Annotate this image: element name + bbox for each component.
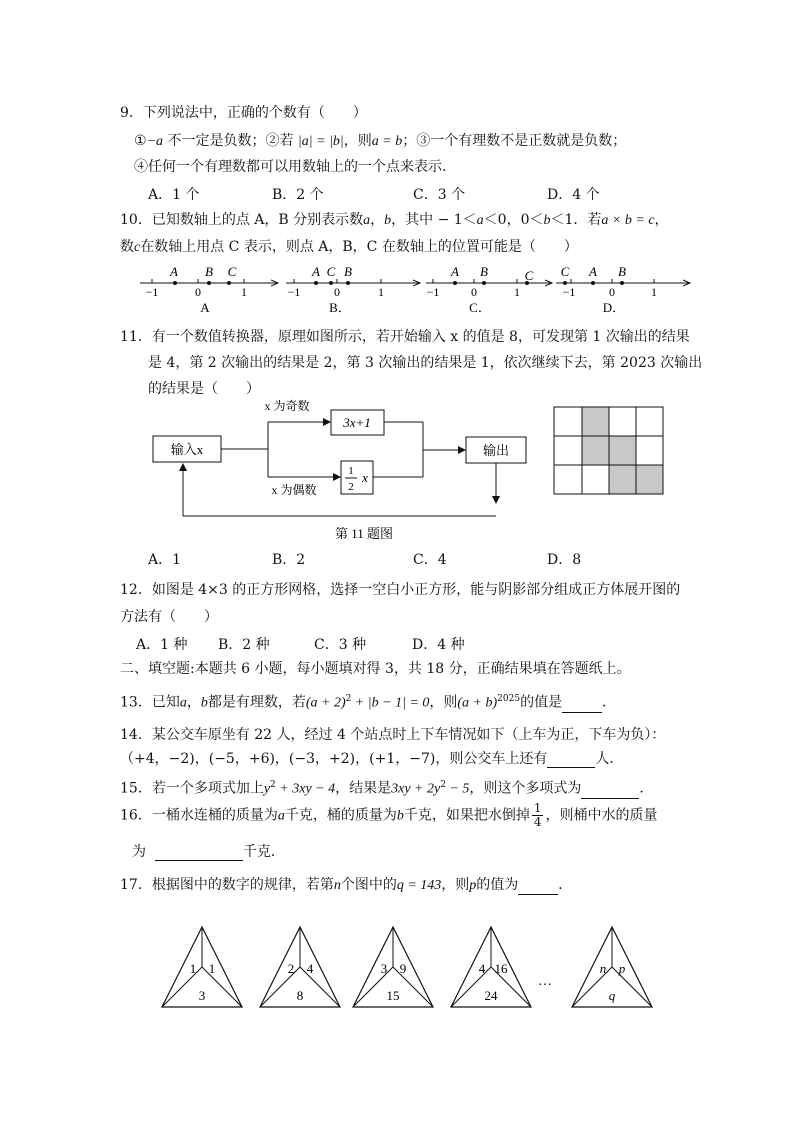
even-op-den: 2 (348, 481, 354, 493)
q9-option-b[interactable]: B．2 个 (272, 187, 324, 203)
q12-option-c[interactable]: C．3 种 (314, 637, 367, 653)
q12-line-2: 方法有（ ） (120, 609, 218, 625)
q9-stem: 9．下列说法中，正确的个数有（ ） (120, 105, 367, 121)
figure-left-value: 4 (478, 961, 486, 976)
pattern-figure-2 (260, 927, 340, 1007)
point-c-label: C (560, 264, 570, 279)
tick-neg1: −1 (562, 285, 576, 299)
figure-left-value: 2 (287, 961, 295, 976)
output-label: 输出 (482, 443, 510, 458)
q15-line: 15．若一个多项式加上$y^2 + 3xy - 4$，结果是$3xy + 2y^2 - 5$，则这个多项式为 ． (120, 780, 654, 797)
q9-option-d[interactable]: D．4 个 (547, 187, 600, 203)
q10-option-c-label: C． (469, 300, 491, 315)
q16-line-1: 16．一桶水连桶的质量为a千克，桶的质量为b千克，如果把水倒掉 $\frac{1}{4}$ ，则桶中水的质量 (120, 801, 658, 829)
odd-condition: x 为奇数 (264, 399, 310, 413)
point-b-label: B (205, 264, 213, 279)
figure-right-value: 16 (494, 961, 508, 976)
figure-bottom-value: 15 (386, 988, 400, 1003)
even-condition: x 为偶数 (271, 483, 317, 497)
tick-zero: 0 (334, 285, 340, 299)
tick-one: 1 (378, 285, 384, 299)
point-a-label: A (589, 264, 597, 279)
figure-right-value: 1 (208, 961, 216, 976)
q9-option-c[interactable]: C．3 个 (413, 187, 466, 203)
q14-line-2: （+4，−2)，(−5，+6)，(−3，+2)，(+1，−7)，则公交车上还有 人． (120, 751, 624, 767)
tick-neg1: −1 (145, 285, 159, 299)
point-c-label: C (227, 264, 237, 279)
q13-line: 13．已知a，b都是有理数，若$(a + 2)^2 + |b - 1| = 0$，则$(a + b)^{2025}$的值是 ． (120, 694, 617, 711)
q9-option-a[interactable]: A．1 个 (148, 187, 200, 203)
pattern-figure-5 (572, 927, 652, 1007)
even-op-num: 1 (348, 465, 354, 477)
tick-neg1: −1 (287, 285, 301, 299)
q9-statement-2: ④任何一个有理数都可以用数轴上的一个点来表示． (134, 159, 456, 175)
q12-option-d[interactable]: D．4 种 (412, 637, 465, 653)
figure-left-value: 3 (380, 961, 388, 976)
input-label: 输入x (170, 442, 204, 457)
point-b-label: B (344, 264, 352, 279)
q11-option-d[interactable]: D．8 (547, 552, 582, 568)
figure-right-value: 4 (306, 961, 314, 976)
pattern-figure-3 (353, 927, 433, 1007)
q10-option-d-label: D． (602, 300, 626, 315)
fraction-one-quarter: $\frac{1}{4}$ (533, 801, 542, 829)
q11-option-a[interactable]: A．1 (148, 552, 182, 568)
section-2-heading: 二、填空题:本题共 6 小题，每小题填对得 3，共 18 分，正确结果填在答题纸上。 (120, 661, 631, 677)
figure-bottom-value: 8 (296, 988, 304, 1003)
point-c-label: C (524, 268, 534, 283)
figure-left-value: 1 (189, 961, 197, 976)
q12-option-b[interactable]: B．2 种 (218, 637, 270, 653)
pattern-figure-1 (162, 927, 242, 1007)
odd-op-label: 3x+1 (343, 415, 371, 430)
figure-bottom-value: 3 (198, 988, 206, 1003)
tick-one: 1 (241, 285, 247, 299)
tick-neg1: −1 (426, 285, 440, 299)
q11-option-b[interactable]: B．2 (272, 552, 306, 568)
point-a-label: A (170, 264, 178, 279)
q11-line-1: 11．有一个数值转换器，原理如图所示，若开始输入 x 的值是 8，可发现第 1 次输出的结果 (120, 329, 690, 345)
figure-bottom-value: q (608, 988, 616, 1003)
tick-zero: 0 (609, 285, 615, 299)
point-c-label: C (326, 264, 336, 279)
q11-line-3: 的结果是（ ） (148, 381, 260, 397)
q12-line-1: 12．如图是 4×3 的正方形网格，选择一空白小正方形，能与阴影部分组成正方体展开图的 (120, 582, 681, 598)
q10-line-2: 数c在数轴上用点 C 表示，则点 A，B，C 在数轴上的位置可能是（ ） (120, 239, 578, 255)
point-a-label: A (451, 264, 459, 279)
tick-zero: 0 (195, 285, 201, 299)
q16-line-2: 为 千克． (132, 844, 285, 860)
pattern-figure-4 (451, 927, 531, 1007)
even-op-var: x (362, 470, 368, 485)
q14-line-1: 14．某公交车原坐有 22 人，经过 4 个站点时上下车情况如下（上车为正，下车为负）： (120, 727, 666, 743)
tick-one: 1 (514, 285, 520, 299)
q10-line-1: 10．已知数轴上的点 A，B 分别表示数a，b，其中 − 1＜a＜0，0＜b＜1．若a × b = c， (120, 212, 669, 228)
point-a-label: A (312, 264, 320, 279)
point-b-label: B (480, 264, 488, 279)
q10-option-b-label: B． (329, 300, 351, 315)
q9-statement-1: ①−a 不一定是负数；②若 |a| = |b|，则a = b；③一个有理数不是正数就是负数； (134, 133, 627, 149)
q12-option-a[interactable]: A．1 种 (136, 637, 188, 653)
point-b-label: B (618, 264, 626, 279)
figure-right-value: p (618, 961, 626, 976)
tick-one: 1 (651, 285, 657, 299)
q10-option-a-label: A (200, 300, 210, 315)
tick-zero: 0 (471, 285, 477, 299)
q11-line-2: 是 4，第 2 次输出的结果是 2，第 3 次输出的结果是 1，依次继续下去，第 2023 次输出 (148, 355, 703, 371)
q11-option-c[interactable]: C．4 (413, 552, 447, 568)
figure-bottom-value: 24 (484, 988, 498, 1003)
ellipsis: … (538, 974, 552, 989)
figure-right-value: 9 (399, 961, 407, 976)
q17-line: 17．根据图中的数字的规律，若第n个图中的q = 143，则p的值为 ． (120, 877, 573, 893)
figure-left-value: n (599, 961, 607, 976)
flowchart-caption: 第 11 题图 (334, 526, 394, 541)
